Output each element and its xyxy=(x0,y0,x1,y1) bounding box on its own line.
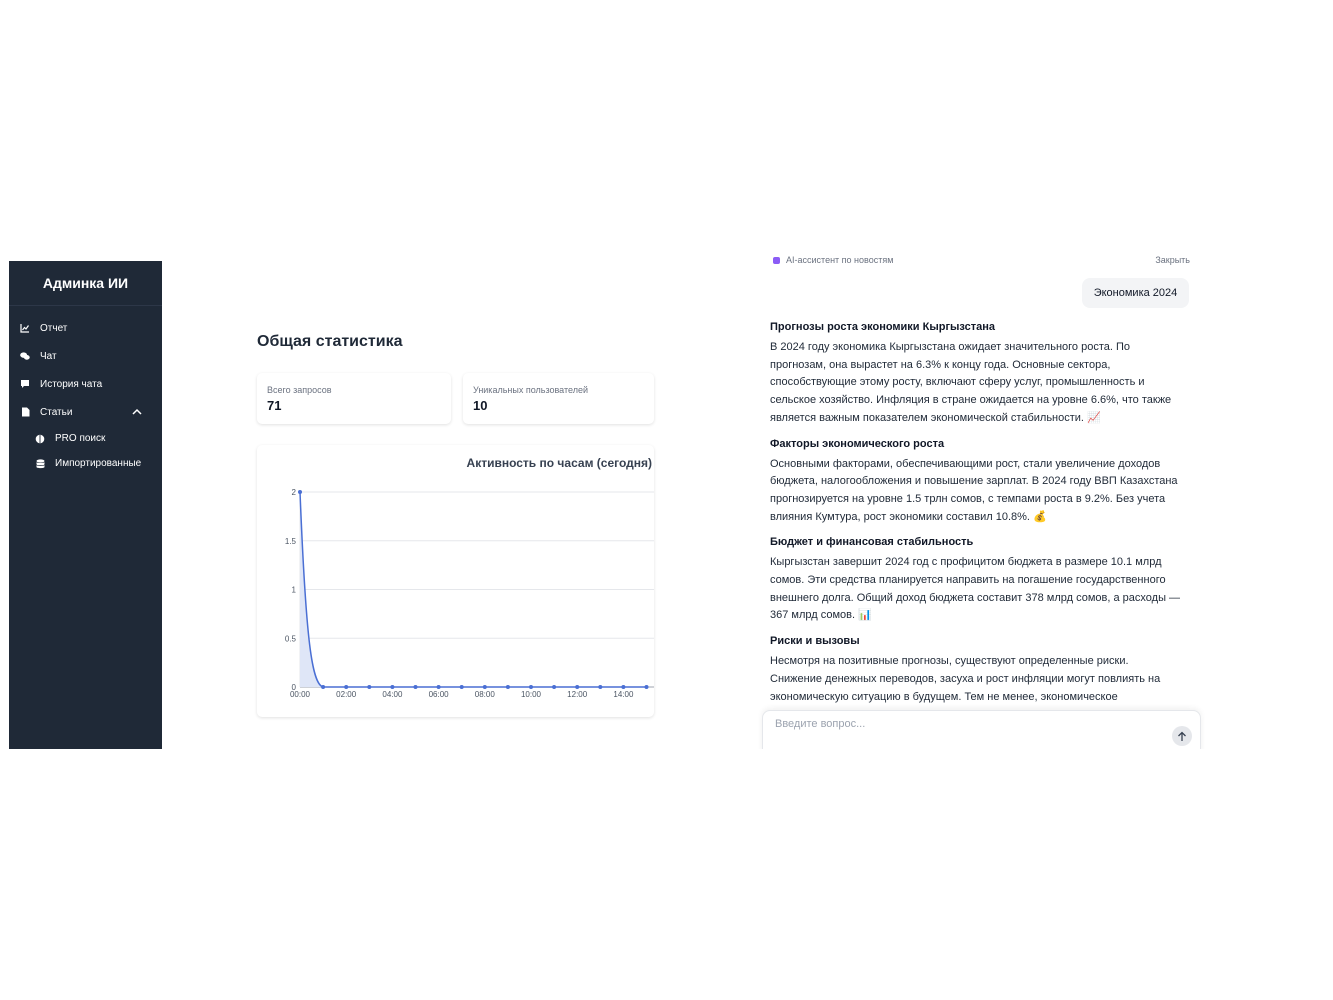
answer-heading: Прогнозы роста экономики Кыргызстана xyxy=(770,321,996,333)
data-point xyxy=(437,685,441,689)
data-point xyxy=(483,685,487,689)
data-point xyxy=(529,685,533,689)
chart-title: Активность по часам (сегодня) xyxy=(466,456,652,470)
answer-paragraph: Основными факторами, обеспечивающими рост, стали увеличение доходов бюджета, налогообложения и повышение зарплат. В 2024 году ВВП Казахстана прогнозируется на уровне 1.5 трлн сомов, с темпами роста в 9.2%. Без учета влияния Кумтура, рост экономики составил 10.8%. 💰 xyxy=(770,457,1178,523)
chat-bubbles-icon xyxy=(20,351,30,361)
activity-chart xyxy=(257,445,654,717)
sidebar-item-chat-history[interactable] xyxy=(9,370,162,398)
arrow-up-icon xyxy=(1177,731,1187,742)
y-tick-label: 0 xyxy=(291,683,296,692)
question-input[interactable] xyxy=(773,717,1157,731)
assistant-answer xyxy=(770,318,1182,707)
y-tick-label: 2 xyxy=(291,488,296,497)
x-tick-label: 00:00 xyxy=(289,690,311,699)
sidebar-item-pro-search[interactable] xyxy=(9,426,162,451)
sidebar-subitem-label: Импортированные xyxy=(55,458,142,469)
x-tick-label: 10:00 xyxy=(520,690,542,699)
chat-header-title: AI-ассистент по новостям xyxy=(786,255,894,265)
user-message-bubble: Экономика 2024 xyxy=(1082,278,1189,308)
sidebar-item-articles[interactable] xyxy=(9,398,162,426)
x-tick-label: 14:00 xyxy=(613,690,634,699)
sidebar-item-imported[interactable] xyxy=(9,451,162,476)
y-tick-label: 1 xyxy=(291,585,296,595)
data-point xyxy=(321,685,325,689)
robot-icon xyxy=(773,257,780,264)
screenshot-crop-mask xyxy=(740,749,1220,789)
answer-heading: Риски и вызовы xyxy=(770,635,860,648)
x-tick-label: 04:00 xyxy=(382,690,403,699)
activity-chart-card xyxy=(257,445,654,717)
y-tick-label: 0.5 xyxy=(284,634,296,644)
sidebar-item-chat[interactable] xyxy=(9,342,162,370)
data-point xyxy=(460,685,464,689)
x-tick-label: 06:00 xyxy=(428,690,449,699)
data-point xyxy=(344,685,348,689)
close-button[interactable]: Закрыть xyxy=(1155,255,1190,265)
chevron-up-icon[interactable] xyxy=(132,407,142,418)
x-tick-label: 12:00 xyxy=(567,690,588,699)
data-point xyxy=(598,685,602,689)
data-point xyxy=(621,685,625,689)
chat-header xyxy=(770,255,1190,265)
send-button[interactable] xyxy=(1172,726,1192,746)
sidebar-item-report[interactable] xyxy=(9,314,162,342)
stat-card-unique-users xyxy=(463,373,654,424)
data-point xyxy=(506,685,510,689)
data-point xyxy=(298,490,302,494)
stat-card-total-requests xyxy=(257,373,451,424)
chart-line-icon xyxy=(20,323,30,333)
brand-title: Админка ИИ xyxy=(9,261,162,306)
answer-paragraph: В 2024 году экономика Кыргызстана ожидает значительного роста. По прогнозам, она вырастет на 6.3% к концу года. Основные сектора, способствующие этому росту, включают сферу услуг, промышленность и сельское хозяйство. Инфляция в стране ожидается на уровне 6.6%, что также является важным показателем экономической стабильности. 📈 xyxy=(770,341,1172,424)
stat-value: 10 xyxy=(473,398,488,413)
data-point xyxy=(390,685,394,689)
database-icon xyxy=(35,459,45,469)
page-title: Общая статистика xyxy=(257,333,403,350)
sidebar-item-label: Статьи xyxy=(40,406,73,418)
data-point xyxy=(552,685,556,689)
data-point xyxy=(575,685,579,689)
x-tick-label: 08:00 xyxy=(474,690,495,699)
y-tick-label: 1.5 xyxy=(284,536,296,546)
sidebar-subitem-label: PRO поиск xyxy=(55,433,106,444)
answer-paragraph: Кыргызстан завершит 2024 год с профицитом бюджета в размере 10.1 млрд сомов. Эти средства планируется направить на погашение государственного внешнего долга. Общий доход бюджета составит 378 млрд сомов, а расходы — 367 млрд сомов. 📊 xyxy=(770,556,1181,622)
stat-label: Уникальных пользователей xyxy=(473,385,588,395)
answer-heading: Факторы экономического роста xyxy=(770,437,945,450)
data-point xyxy=(367,685,371,689)
stat-value: 71 xyxy=(267,398,282,413)
stat-label: Всего запросов xyxy=(267,385,332,395)
answer-paragraph: Несмотря на позитивные прогнозы, существуют определенные риски. Снижение денежных переводов, засуха и рост инфляции могут повлиять на экономическую ситуацию в будущем. Тем не менее, экономическое xyxy=(770,655,1161,703)
data-point xyxy=(414,685,418,689)
document-icon xyxy=(20,407,30,417)
sidebar-item-label: Чат xyxy=(40,350,57,362)
sidebar-item-label: История чата xyxy=(40,378,103,390)
sidebar-item-label: Отчет xyxy=(40,322,68,334)
sidebar xyxy=(9,261,162,749)
answer-heading: Бюджет и финансовая стабильность xyxy=(770,536,974,549)
x-tick-label: 02:00 xyxy=(336,690,357,699)
brain-icon xyxy=(35,434,45,444)
message-icon xyxy=(20,379,30,389)
data-point xyxy=(645,685,649,689)
sidebar-nav xyxy=(9,306,162,476)
